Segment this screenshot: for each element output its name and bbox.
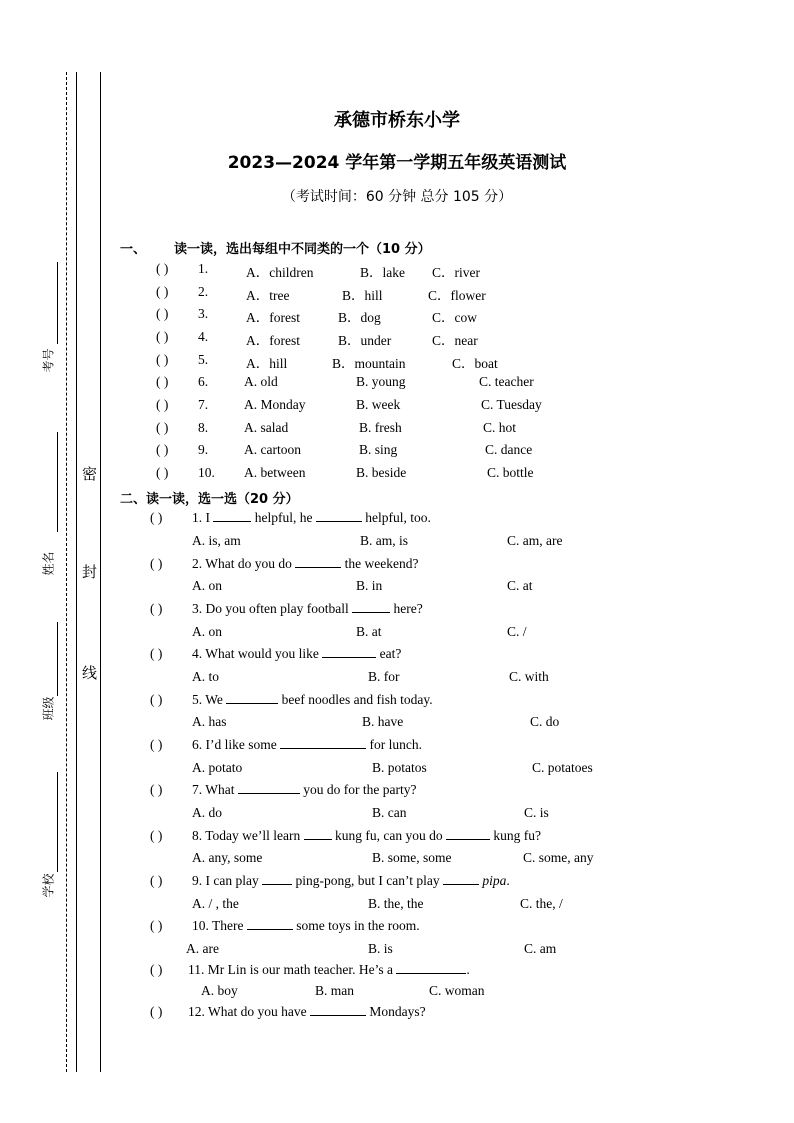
question-text: 11. Mr Lin is our math teacher. He’s a . — [188, 962, 470, 977]
option-c: C. teacher — [479, 374, 534, 389]
option-c: C. am — [524, 941, 557, 956]
option-a: A．forest — [246, 333, 300, 348]
blank[interactable] — [304, 828, 332, 840]
option-a: A. potato — [192, 760, 243, 775]
option-c: C. potatoes — [532, 760, 593, 775]
option-b: B. can — [372, 805, 407, 820]
blank[interactable] — [316, 510, 362, 522]
option-b: B. the, the — [368, 896, 424, 911]
name-line — [57, 432, 58, 532]
question-number: 6. — [198, 374, 209, 389]
question-text: 4. What would you like eat? — [192, 646, 402, 661]
blank[interactable] — [310, 1004, 366, 1016]
blank[interactable] — [443, 873, 479, 885]
blank[interactable] — [322, 646, 376, 658]
answer-paren[interactable]: ( ) — [156, 329, 169, 344]
answer-paren[interactable]: ( ) — [150, 692, 163, 707]
option-a: A．forest — [246, 310, 300, 325]
question-number: 5. — [198, 352, 209, 367]
option-b: B. fresh — [359, 420, 402, 435]
question-number: 1. — [198, 261, 209, 276]
option-b: B. sing — [359, 442, 398, 457]
option-b: B．mountain — [332, 356, 406, 371]
option-b: B. beside — [356, 465, 407, 480]
blank[interactable] — [396, 962, 466, 974]
option-a: A．children — [246, 265, 314, 280]
question-number: 10. — [198, 465, 215, 480]
option-b: B. young — [356, 374, 406, 389]
blank[interactable] — [295, 556, 341, 568]
option-a: A. boy — [201, 983, 238, 998]
option-a: A. has — [192, 714, 227, 729]
margin-dashed-line — [66, 72, 67, 1072]
question-number: 3. — [198, 306, 209, 321]
school-name: 承德市桥东小学 — [334, 110, 460, 131]
option-b: B．lake — [360, 265, 405, 280]
option-b: B．under — [338, 333, 392, 348]
school-line — [57, 772, 58, 872]
question-number: 2. — [198, 284, 209, 299]
answer-paren[interactable]: ( ) — [156, 306, 169, 321]
blank[interactable] — [247, 918, 293, 930]
option-c: C. / — [507, 624, 527, 639]
option-a: A. is, am — [192, 533, 241, 548]
option-a: A．tree — [246, 288, 290, 303]
school-label: 学校 — [41, 873, 56, 898]
margin-solid-line-1 — [76, 72, 77, 1072]
class-label: 班级 — [41, 696, 56, 721]
question-text: 1. I helpful, he helpful, too. — [192, 510, 431, 525]
answer-paren[interactable]: ( ) — [150, 737, 163, 752]
class-line — [57, 622, 58, 696]
option-c: C. do — [530, 714, 560, 729]
exam-number-label: 考号 — [41, 348, 56, 373]
section1-number: 一、 — [120, 242, 147, 257]
answer-paren[interactable]: ( ) — [150, 510, 163, 525]
answer-paren[interactable]: ( ) — [156, 261, 169, 276]
question-text: 9. I can play ping-pong, but I can’t play pipa. — [192, 873, 510, 888]
seal-char-mi: 密 — [82, 465, 98, 483]
option-b: B. in — [356, 578, 383, 593]
option-c: C. hot — [483, 420, 517, 435]
option-c: C．flower — [428, 288, 486, 303]
option-a: A. between — [244, 465, 306, 480]
answer-paren[interactable]: ( ) — [156, 397, 169, 412]
question-text: 8. Today we’ll learn kung fu, can you do kung fu? — [192, 828, 542, 843]
option-b: B. for — [368, 669, 400, 684]
answer-paren[interactable]: ( ) — [156, 465, 169, 480]
option-a: A. / , the — [192, 896, 239, 911]
option-c: C. some, any — [523, 850, 594, 865]
seal-char-feng: 封 — [82, 563, 98, 581]
option-a: A．hill — [246, 356, 288, 371]
question-text: 2. What do you do the weekend? — [192, 556, 419, 571]
answer-paren[interactable]: ( ) — [150, 556, 163, 571]
question-number: 4. — [198, 329, 209, 344]
option-b: B. have — [362, 714, 404, 729]
question-text: 10. There some toys in the room. — [192, 918, 420, 933]
option-b: B. potatos — [372, 760, 427, 775]
option-a: A. do — [192, 805, 222, 820]
exam-title: 2023—2024 学年第一学期五年级英语测试 — [227, 153, 567, 173]
option-c: C. am, are — [507, 533, 563, 548]
option-a: A. Monday — [244, 397, 306, 412]
option-b: B. is — [368, 941, 393, 956]
option-c: C．cow — [432, 310, 477, 325]
exam-info: （考试时间：60 分钟 总分 105 分） — [281, 189, 513, 205]
name-label: 姓名 — [41, 551, 56, 576]
question-number: 9. — [198, 442, 209, 457]
option-c: C．near — [432, 333, 478, 348]
question-text: 12. What do you have Mondays? — [188, 1004, 426, 1019]
option-b: B. am, is — [360, 533, 409, 548]
section1-heading: 读一读，选出每组中不同类的一个（10 分） — [174, 242, 431, 257]
option-b: B．hill — [342, 288, 383, 303]
answer-paren[interactable]: ( ) — [150, 873, 163, 888]
answer-paren[interactable]: ( ) — [156, 352, 169, 367]
question-number: 8. — [198, 420, 209, 435]
blank[interactable] — [352, 601, 390, 613]
answer-paren[interactable]: ( ) — [156, 420, 169, 435]
answer-paren[interactable]: ( ) — [156, 374, 169, 389]
blank[interactable] — [262, 873, 292, 885]
option-b: B．dog — [338, 310, 381, 325]
option-c: C. with — [509, 669, 549, 684]
answer-paren[interactable]: ( ) — [150, 918, 163, 933]
answer-paren[interactable]: ( ) — [150, 962, 163, 977]
option-c: C. bottle — [487, 465, 534, 480]
margin-solid-line-2 — [100, 72, 101, 1072]
option-a: A. to — [192, 669, 219, 684]
option-c: C．river — [432, 265, 480, 280]
option-c: C. is — [524, 805, 549, 820]
question-text: 3. Do you often play football here? — [192, 601, 423, 616]
option-b: B. at — [356, 624, 382, 639]
answer-paren[interactable]: ( ) — [150, 782, 163, 797]
question-number: 7. — [198, 397, 209, 412]
answer-paren[interactable]: ( ) — [150, 646, 163, 661]
question-text: 6. I’d like some for lunch. — [192, 737, 422, 752]
option-a: A. salad — [244, 420, 289, 435]
blank[interactable] — [226, 692, 278, 704]
option-b: B. man — [315, 983, 354, 998]
option-c: C．boat — [452, 356, 498, 371]
option-c: C. dance — [485, 442, 533, 457]
exam-number-line — [57, 262, 58, 344]
option-a: A. on — [192, 624, 222, 639]
option-b: B. some, some — [372, 850, 452, 865]
option-a: A. are — [186, 941, 219, 956]
answer-paren[interactable]: ( ) — [150, 828, 163, 843]
option-c: C. the, / — [520, 896, 563, 911]
blank[interactable] — [446, 828, 490, 840]
answer-paren[interactable]: ( ) — [156, 442, 169, 457]
option-a: A. any, some — [192, 850, 263, 865]
option-c: C. at — [507, 578, 533, 593]
question-text: 7. What you do for the party? — [192, 782, 417, 797]
blank[interactable] — [238, 782, 300, 794]
section2-heading: 二、读一读，选一选（20 分） — [120, 492, 299, 507]
option-a: A. on — [192, 578, 222, 593]
answer-paren[interactable]: ( ) — [156, 284, 169, 299]
seal-char-xian: 线 — [82, 664, 98, 682]
blank[interactable] — [213, 510, 251, 522]
option-a: A. cartoon — [244, 442, 301, 457]
answer-paren[interactable]: ( ) — [150, 1004, 163, 1019]
option-a: A. old — [244, 374, 278, 389]
option-b: B. week — [356, 397, 401, 412]
question-text: 5. We beef noodles and fish today. — [192, 692, 433, 707]
option-c: C. Tuesday — [481, 397, 542, 412]
option-c: C. woman — [429, 983, 485, 998]
blank[interactable] — [280, 737, 366, 749]
answer-paren[interactable]: ( ) — [150, 601, 163, 616]
